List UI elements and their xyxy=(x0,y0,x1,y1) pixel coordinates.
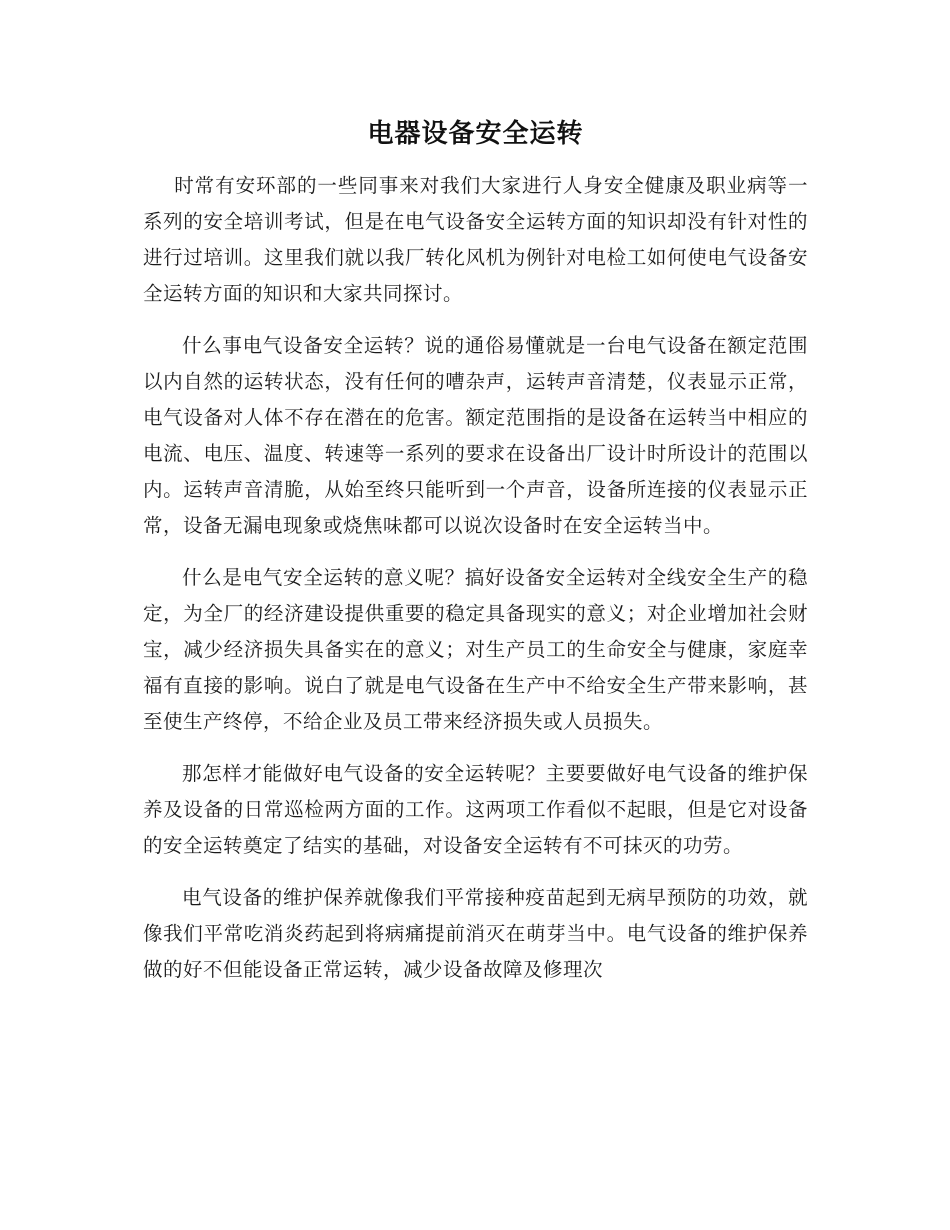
paragraph-intro: 时常有安环部的一些同事来对我们大家进行人身安全健康及职业病等一系列的安全培训考试，但是在电气设备安全运转方面的知识却没有针对性的进行过培训。这里我们就以我厂转化风机为例针对电检工如何使电气设备安全运转方面的知识和大家共同探讨。 xyxy=(143,174,808,305)
document-body xyxy=(143,112,808,1004)
document-title: 电器设备安全运转 xyxy=(367,119,584,149)
paragraph-maintenance: 电气设备的维护保养就像我们平常接种疫苗起到无病早预防的功效，就像我们平常吃消炎药起到将病痛提前消灭在萌芽当中。电气设备的维护保养做的好不但能设备正常运转，减少设备故障及修理次 xyxy=(143,886,808,981)
paragraph-significance: 什么是电气安全运转的意义呢？搞好设备安全运转对全线安全生产的稳定，为全厂的经济建设提供重要的稳定具备现实的意义；对企业增加社会财宝，减少经济损失具备实在的意义；对生产员工的生命安全与健康，家庭幸福有直接的影响。说白了就是电气设备在生产中不给安全生产带来影响，甚至使生产终停，不给企业及员工带来经济损失或人员损失。 xyxy=(143,566,808,733)
paragraph-methods: 那怎样才能做好电气设备的安全运转呢？主要要做好电气设备的维护保养及设备的日常巡检两方面的工作。这两项工作看似不起眼，但是它对设备的安全运转奠定了结实的基础，对设备安全运转有不可抹灭的功劳。 xyxy=(143,762,808,857)
paragraph-definition: 什么事电气设备安全运转？说的通俗易懂就是一台电气设备在额定范围以内自然的运转状态，没有任何的嘈杂声，运转声音清楚，仪表显示正常，电气设备对人体不存在潜在的危害。额定范围指的是设备在运转当中相应的电流、电压、温度、转速等一系列的要求在设备出厂设计时所设计的范围以内。运转声音清脆，从始至终只能听到一个声音，设备所连接的仪表显示正常，设备无漏电现象或烧焦味都可以说次设备时在安全运转当中。 xyxy=(143,334,808,537)
